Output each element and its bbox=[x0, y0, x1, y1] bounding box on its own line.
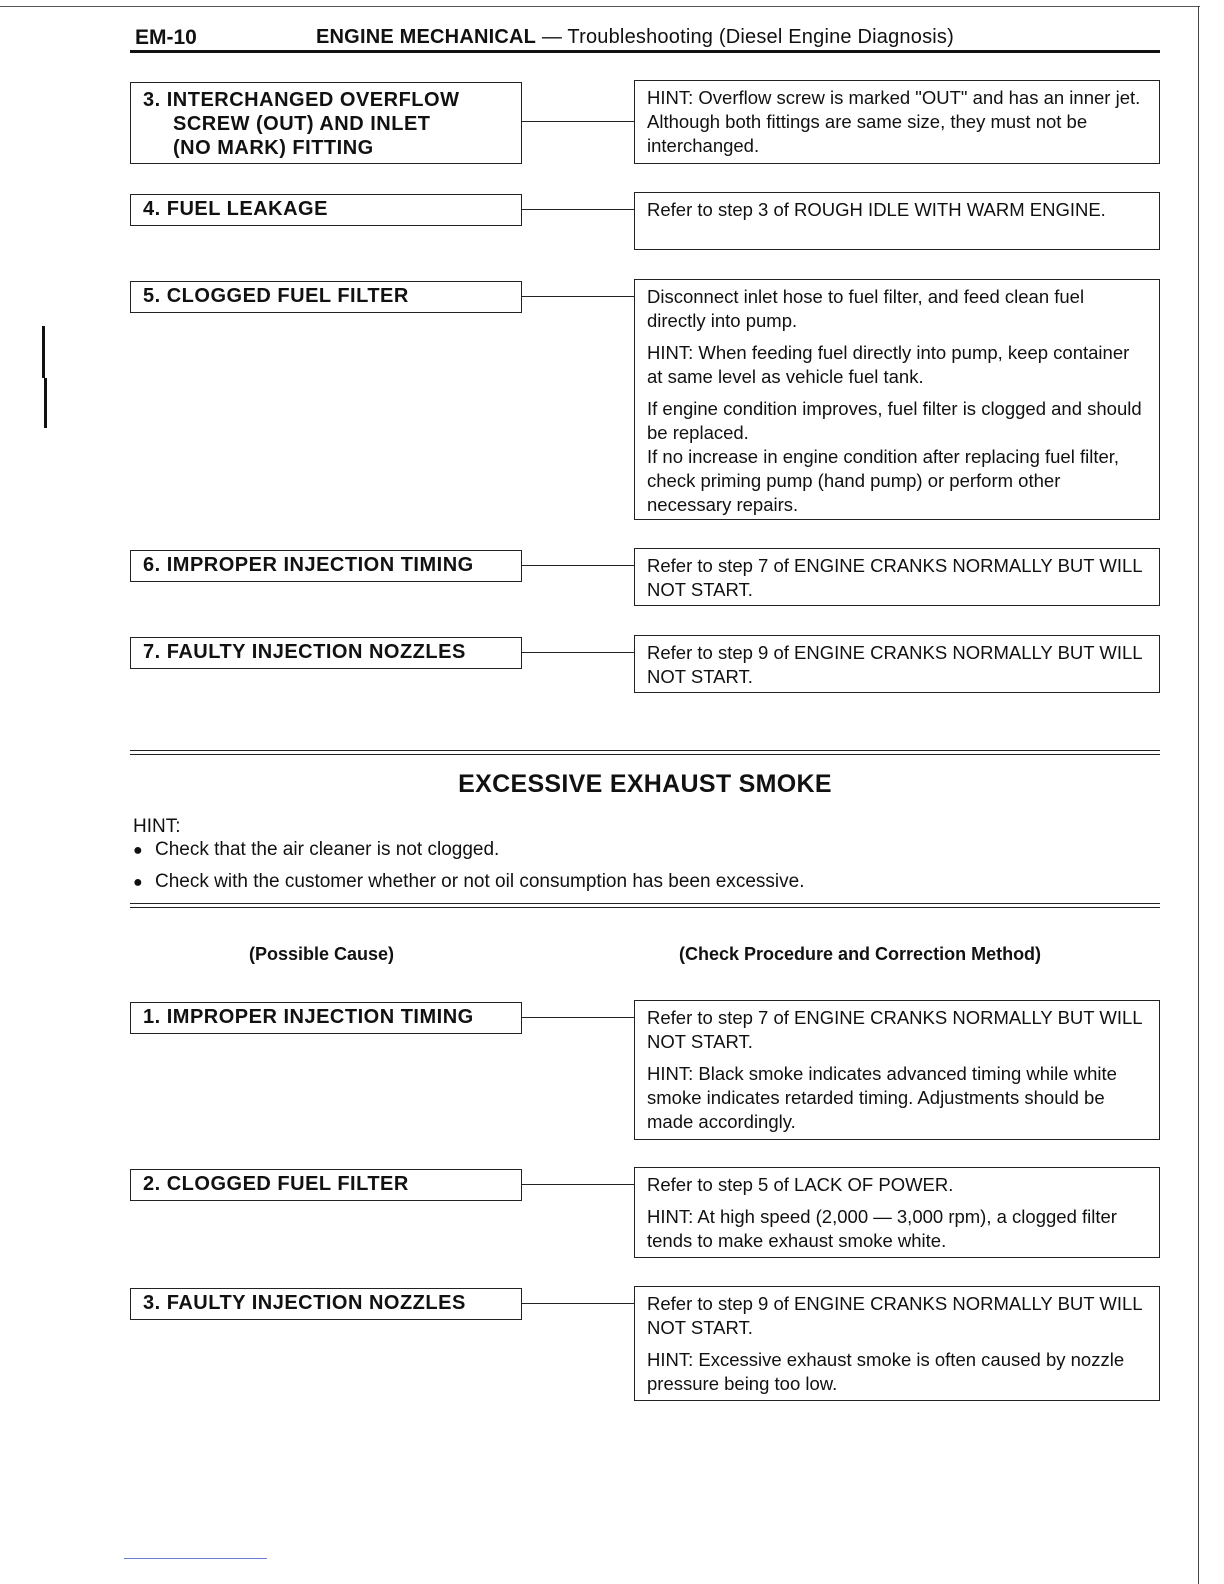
section-divider bbox=[130, 903, 1160, 908]
procedure-box bbox=[634, 192, 1160, 250]
page-title-rest: — Troubleshooting (Diesel Engine Diagnosis) bbox=[536, 26, 954, 48]
hint-list bbox=[133, 838, 805, 902]
revision-bar bbox=[42, 326, 45, 378]
connector-line bbox=[522, 1303, 634, 1304]
list-item: ● Check that the air cleaner is not clogged. bbox=[133, 838, 805, 863]
procedure-text: Refer to step 9 of ENGINE CRANKS NORMALLY BUT WILL NOT START. bbox=[647, 642, 1142, 687]
cause-box bbox=[130, 550, 522, 582]
procedure-box bbox=[634, 548, 1160, 606]
connector-line bbox=[522, 209, 634, 210]
connector-line bbox=[522, 121, 634, 122]
cause-line: 5. CLOGGED FUEL FILTER bbox=[143, 285, 409, 307]
connector-line bbox=[522, 296, 634, 297]
procedure-hint: HINT: When feeding fuel directly into pump, keep container at same level as vehicle fuel tank. bbox=[647, 342, 1130, 387]
cause-box bbox=[130, 637, 522, 669]
procedure-hint: HINT: Excessive exhaust smoke is often caused by nozzle pressure being too low. bbox=[647, 1349, 1125, 1394]
connector-line bbox=[522, 565, 634, 566]
page-title-bold: ENGINE MECHANICAL bbox=[316, 26, 537, 48]
cause-box bbox=[130, 82, 522, 164]
procedure-text: Refer to step 7 of ENGINE CRANKS NORMALLY BUT WILL NOT START. bbox=[647, 555, 1142, 600]
connector-line bbox=[522, 1184, 634, 1185]
column-header-procedure: (Check Procedure and Correction Method) bbox=[679, 944, 1042, 964]
procedure-text: If engine condition improves, fuel filter is clogged and should be replaced. bbox=[647, 398, 1142, 443]
section-title: EXCESSIVE EXHAUST SMOKE bbox=[458, 770, 832, 798]
procedure-text: Disconnect inlet hose to fuel filter, and feed clean fuel directly into pump. bbox=[647, 286, 1085, 331]
cause-line: 2. CLOGGED FUEL FILTER bbox=[143, 1173, 409, 1195]
procedure-text: Refer to step 9 of ENGINE CRANKS NORMALLY BUT WILL NOT START. bbox=[647, 1293, 1142, 1338]
connector-line bbox=[522, 652, 634, 653]
procedure-hint: HINT: At high speed (2,000 — 3,000 rpm), a clogged filter tends to make exhaust smoke white. bbox=[647, 1206, 1117, 1251]
page-title bbox=[316, 26, 954, 49]
revision-bar bbox=[44, 378, 47, 428]
bullet-icon: ● bbox=[133, 842, 143, 859]
page-right-border bbox=[1198, 6, 1199, 1584]
procedure-text: HINT: Overflow screw is marked "OUT" and has an inner jet. Although both fittings are same size, they must not be interchanged. bbox=[647, 87, 1141, 156]
section-divider bbox=[130, 750, 1160, 755]
procedure-box bbox=[634, 1167, 1160, 1258]
cause-box bbox=[130, 194, 522, 226]
cause-box bbox=[130, 1002, 522, 1034]
procedure-box bbox=[634, 1000, 1160, 1140]
cause-line: 6. IMPROPER INJECTION TIMING bbox=[143, 554, 474, 576]
page-top-border bbox=[0, 6, 1200, 7]
page-number: EM-10 bbox=[135, 26, 197, 49]
cause-line: (NO MARK) FITTING bbox=[173, 137, 374, 159]
procedure-text: Refer to step 7 of ENGINE CRANKS NORMALLY BUT WILL NOT START. bbox=[647, 1007, 1142, 1052]
header-rule bbox=[130, 50, 1160, 53]
cause-box bbox=[130, 1169, 522, 1201]
connector-line bbox=[522, 1017, 634, 1018]
procedure-text: Refer to step 5 of LACK OF POWER. bbox=[647, 1174, 954, 1195]
procedure-hint: HINT: Black smoke indicates advanced timing while white smoke indicates retarded timing. Adjustments should be made accordingly. bbox=[647, 1063, 1117, 1132]
cause-box bbox=[130, 281, 522, 313]
cause-line: 4. FUEL LEAKAGE bbox=[143, 198, 328, 220]
cause-line: SCREW (OUT) AND INLET bbox=[173, 113, 431, 135]
bullet-icon: ● bbox=[133, 874, 143, 891]
cause-line: 1. IMPROPER INJECTION TIMING bbox=[143, 1006, 474, 1028]
procedure-box bbox=[634, 635, 1160, 693]
cause-line: 7. FAULTY INJECTION NOZZLES bbox=[143, 641, 466, 663]
column-header-cause: (Possible Cause) bbox=[249, 944, 395, 964]
hint-label: HINT: bbox=[133, 816, 181, 837]
procedure-text: If no increase in engine condition after replacing fuel filter, check priming pump (hand pump) or perform other necessary repairs. bbox=[647, 446, 1120, 515]
footer-line bbox=[124, 1558, 267, 1559]
cause-box bbox=[130, 1288, 522, 1320]
procedure-text: Refer to step 3 of ROUGH IDLE WITH WARM ENGINE. bbox=[647, 199, 1106, 220]
procedure-box bbox=[634, 279, 1160, 520]
cause-line: 3. FAULTY INJECTION NOZZLES bbox=[143, 1292, 466, 1314]
list-item: ● Check with the customer whether or not oil consumption has been excessive. bbox=[133, 870, 805, 895]
procedure-box bbox=[634, 1286, 1160, 1401]
procedure-box bbox=[634, 80, 1160, 164]
cause-line: 3. INTERCHANGED OVERFLOW bbox=[143, 89, 460, 111]
